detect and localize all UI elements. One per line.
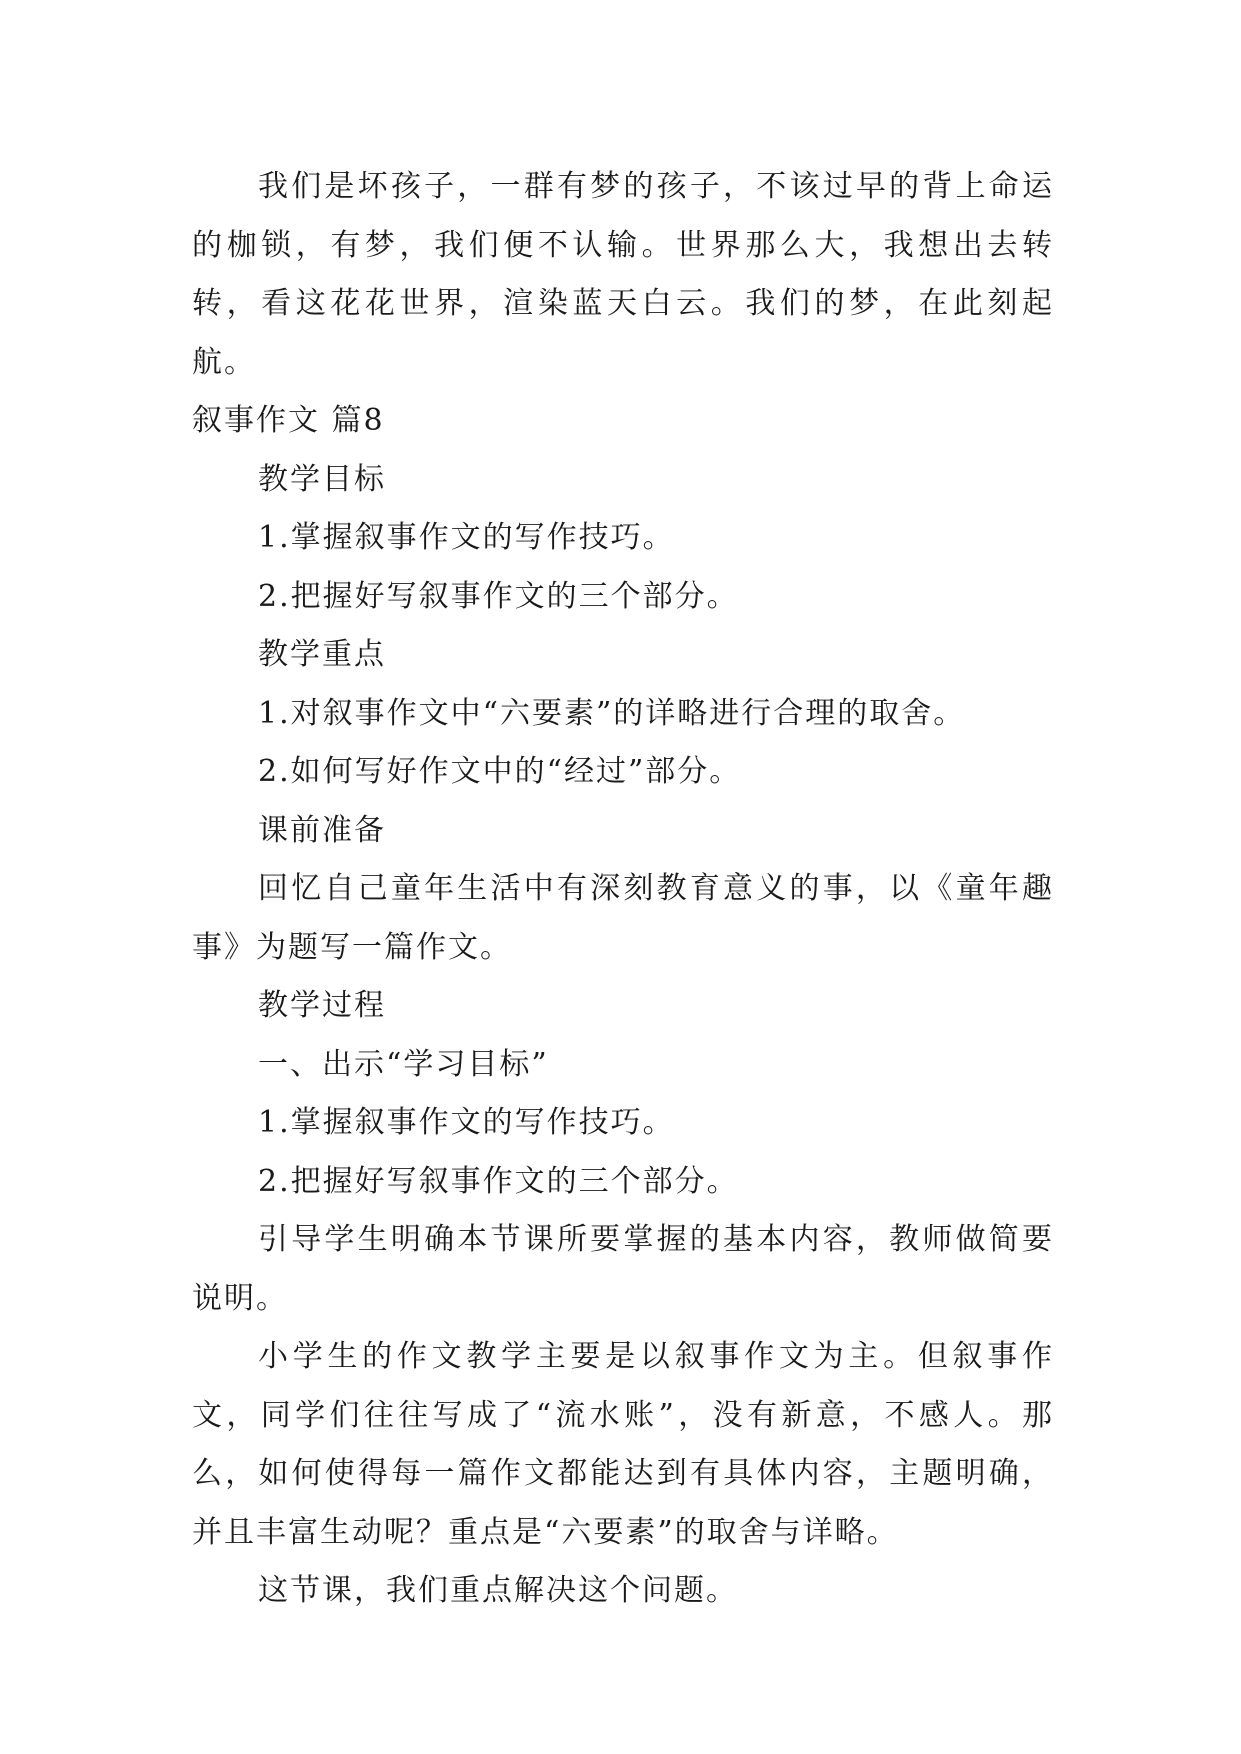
paragraph-preparation: 回忆自己童年生活中有深刻教育意义的事，以《童年趣事》为题写一篇作文。 [192, 871, 1054, 965]
heading-teaching-process: 教学过程 [258, 988, 386, 1023]
list-item: 1.对叙事作文中“六要素”的详略进行合理的取舍。 [258, 695, 966, 731]
document-body [192, 158, 1054, 1621]
heading-preparation: 课前准备 [258, 812, 386, 848]
paragraph-guidance: 引导学生明确本节课所要掌握的基本内容，教师做简要说明。 [192, 1222, 1054, 1316]
section-title: 叙事作文 篇8 [192, 403, 385, 438]
heading-teaching-focus: 教学重点 [258, 637, 386, 672]
heading-teaching-goals: 教学目标 [258, 461, 386, 497]
paragraph-dream: 我们是坏孩子，一群有梦的孩子，不该过早的背上命运的枷锁，有梦，我们便不认输。世界那么大，我想出去转转，看这花花世界，渲染蓝天白云。我们的梦，在此刻起航。 [192, 169, 1054, 380]
list-item: 2.把握好写叙事作文的三个部分。 [258, 578, 739, 614]
subheading-learning-goals: 一、出示“学习目标” [258, 1046, 549, 1082]
list-item: 2.把握好写叙事作文的三个部分。 [258, 1163, 739, 1199]
list-item: 1.掌握叙事作文的写作技巧。 [258, 1105, 675, 1140]
list-item: 2.如何写好作文中的“经过”部分。 [258, 754, 742, 789]
list-item: 1.掌握叙事作文的写作技巧。 [258, 520, 675, 555]
paragraph-narrative-writing: 小学生的作文教学主要是以叙事作文为主。但叙事作文，同学们往往写成了“流水账”，没有新意，不感人。那么，如何使得每一篇作文都能达到有具体内容，主题明确，并且丰富生动呢？重点是“六要素”的取舍与详略。 [192, 1339, 1054, 1550]
paragraph-lesson-focus: 这节课，我们重点解决这个问题。 [258, 1573, 738, 1608]
